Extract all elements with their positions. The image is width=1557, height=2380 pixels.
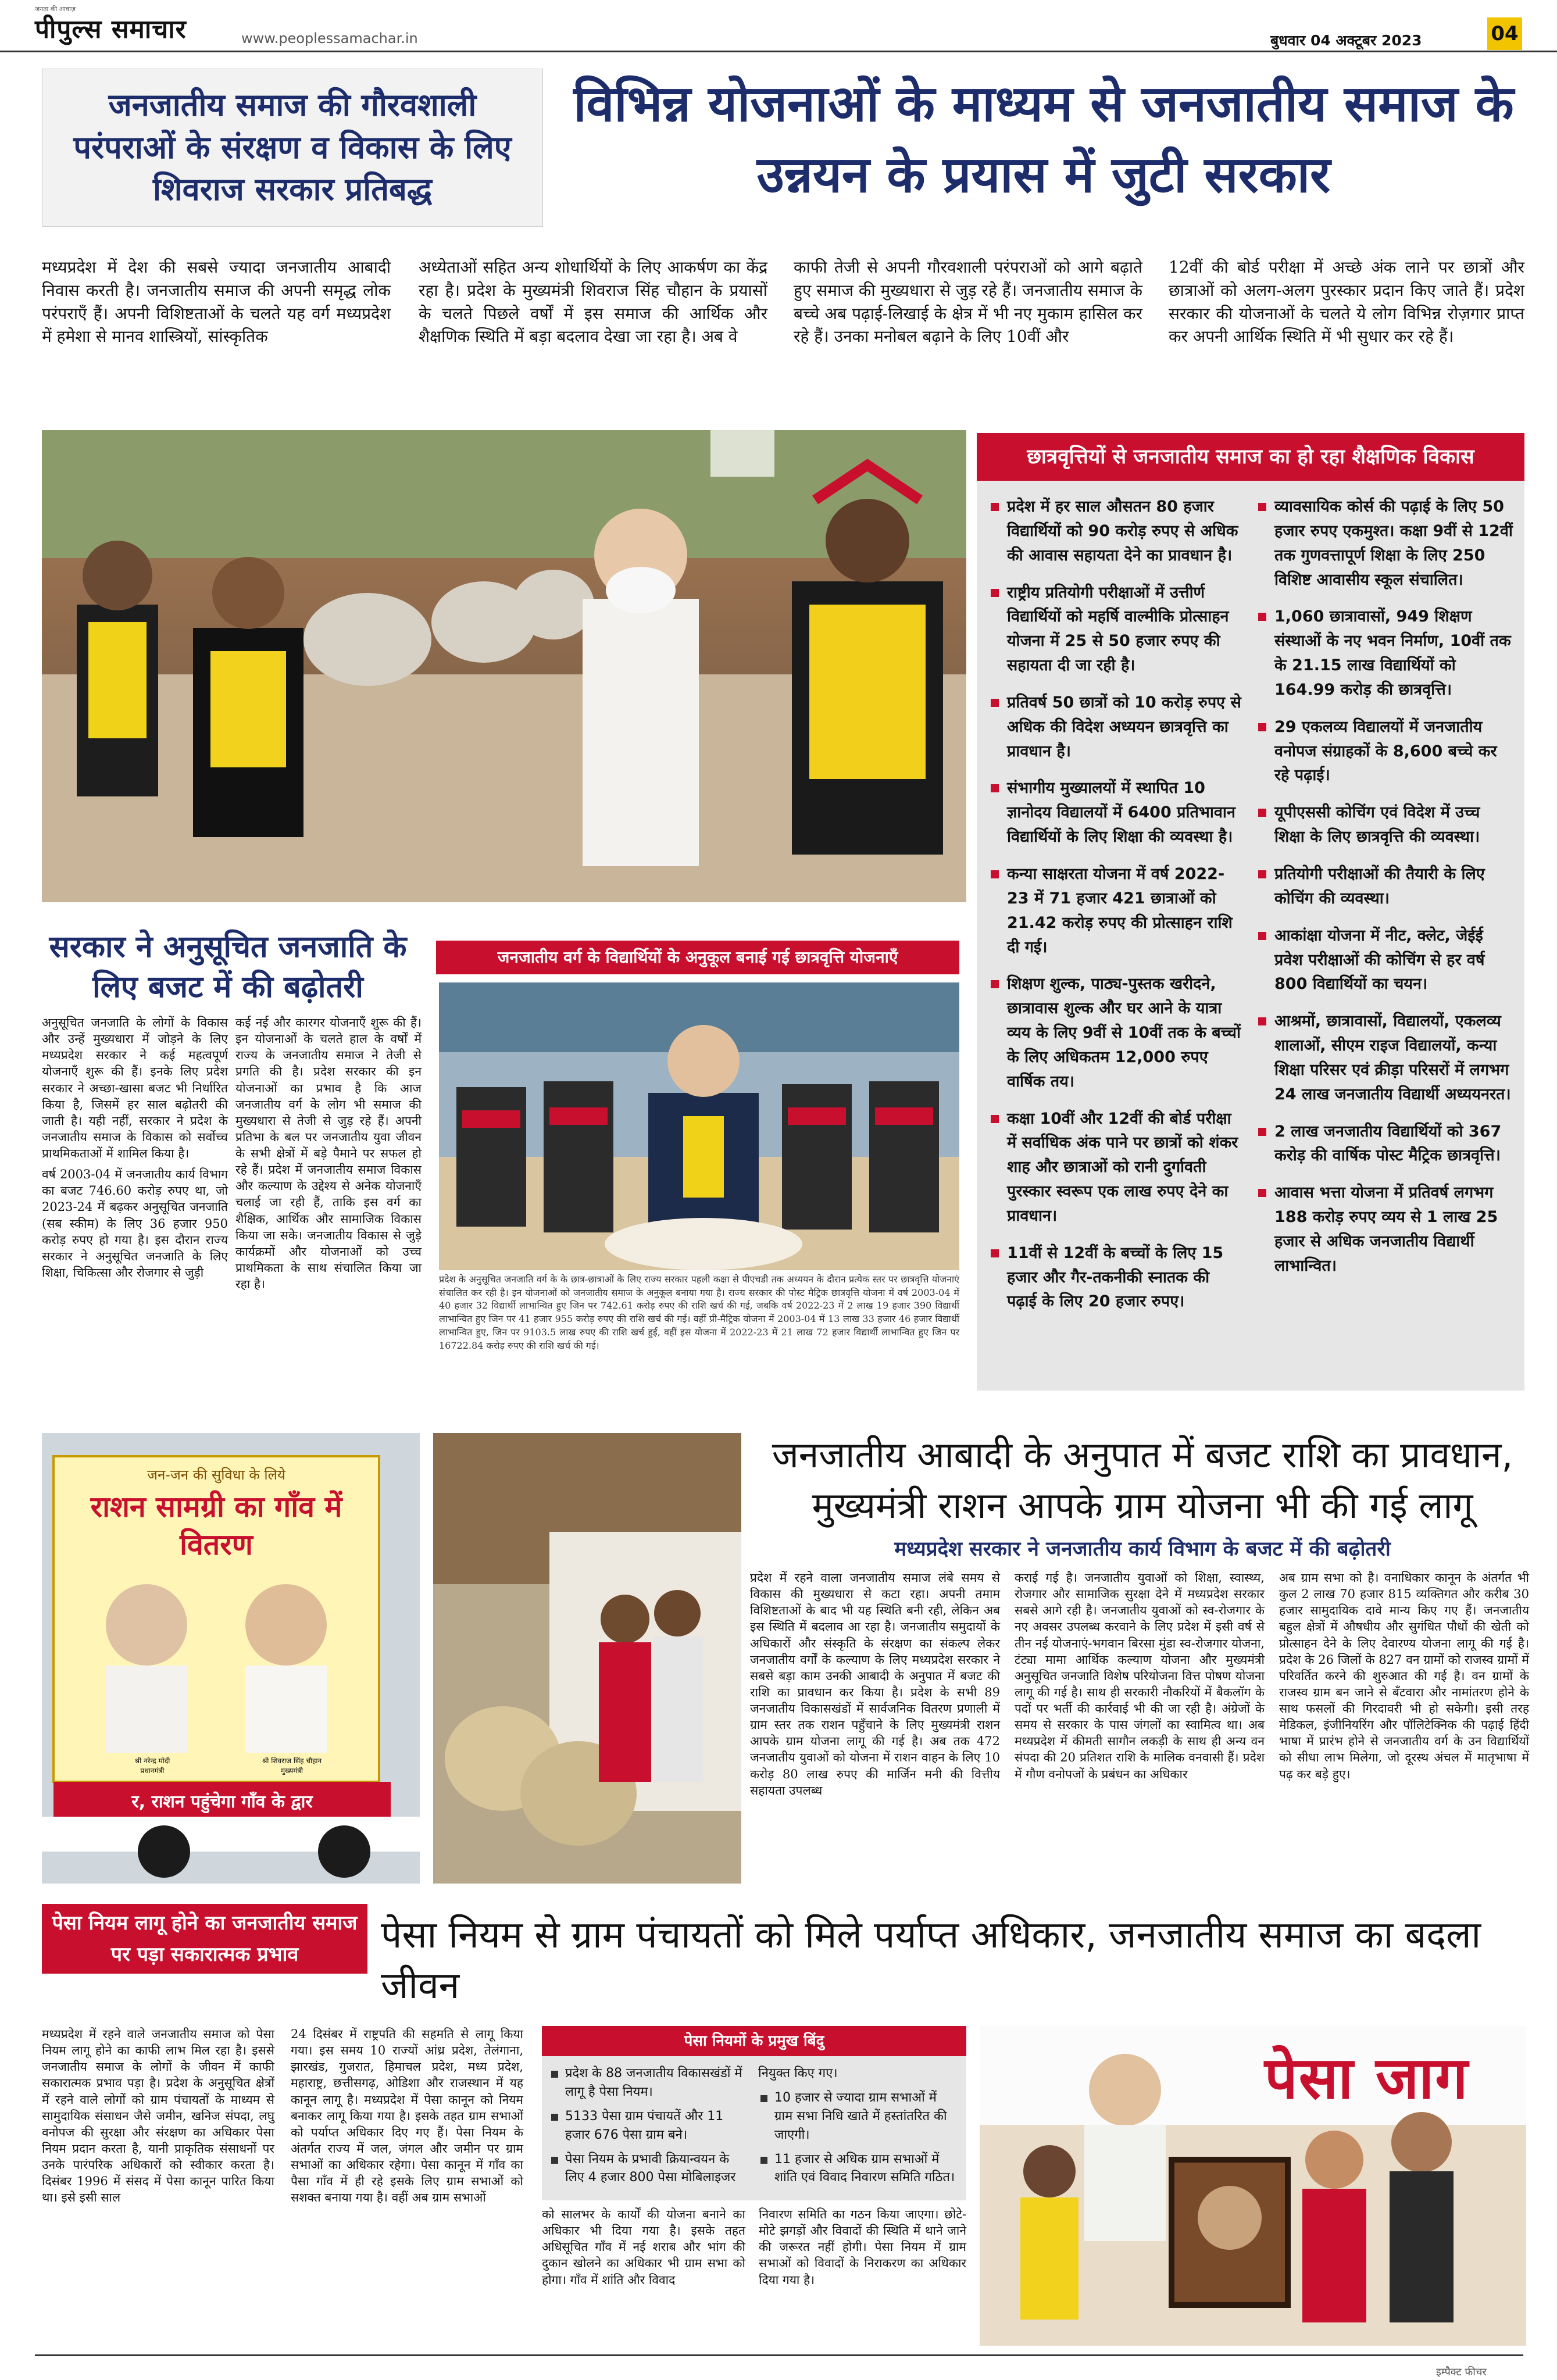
scholarship-item: 2 लाख जनजातीय विद्यार्थियों को 367 करोड़ की वार्षिक पोस्ट मैट्रिक छात्रवृत्ति। (1255, 1120, 1515, 1168)
logo-tagline: जनता की आवाज़ (35, 5, 76, 13)
scholarship-item: कन्या साक्षरता योजना में वर्ष 2022-23 में 71 हजार 421 छात्राओं को 21.42 करोड़ रुपए की प्रोत्साहन राशि दी गई। (987, 862, 1243, 959)
van-banner-bottom: र, राशन पहुंचेगा गाँव के द्वार (131, 1792, 313, 1812)
photo-caption: प्रदेश के अनुसूचित जनजाति वर्ग के के छात्र-छात्राओं के लिए राज्य सरकार पहली कक्षा से पीएचडी तक अध्ययन के दौरान प्रत्येक स्तर पर छात्रवृत्ति योजनाएं संचालित कर रही है। इन योजनाओं को जनजातीय समाज के अनुकूल बनाया गया है। राज्य सरकार की पोस्ट मैट्रिक छात्रवृत्ति योजना में वर्ष 2003-04 में 40 हजार 32 विद्यार्थी लाभान्वित हुए जिन पर 742.61 करोड़ रुपए की राशि खर्च की गई, जबकि वर्ष 2022-23 में 2 लाख 19 हजार 390 विद्यार्थी लाभान्वित हुए जिन पर 41 हजार 955 करोड़ रुपए की राशि खर्च की गई। वहीं प्री-मैट्रिक योजना में 2003-04 में 13 लाख 33 हजार 46 हजार विद्यार्थी लाभान्वित हुए, जिन पर 9103.5 लाख रुपए की राशि खर्च हुई, वहीं इस योजना में 2022-23 में 21 लाख 72 हजार विद्यार्थी लाभान्वित हुए जिन पर 16722.84 करोड़ रुपए की राशि खर्च की गई। (439, 1274, 959, 1351)
pesa-item: नियुक्त किए गए। (758, 2066, 838, 2081)
scholarship-item: 11वीं से 12वीं के बच्चों के लिए 15 हजार और गैर-तकनीकी स्नातक की पढ़ाई के लिए 20 हजार रुपए। (987, 1241, 1243, 1314)
pesa-list-right (758, 2064, 959, 2193)
ration-col-1: प्रदेश में रहने वाला जनजातीय समाज लंबे समय से विकास की मुख्यधारा से कटा रहा। अपनी तमाम विशिष्टताओं के बाद भी यह स्थिति बनी रही, लेकिन अब इस स्थिति में बदलाव आ रहा है। जनजातीय समुदायों के अधिकारों और संस्कृति के संरक्षण का संकल्प लेकर जनजातीय वर्गों के कल्याण के लिए मध्यप्रदेश सरकार ने सबसे बड़ा काम उनकी आबादी के अनुपात में बजट की राशि का प्रावधान कर किया है। प्रदेश के सभी 89 जनजातीय विकासखंडों में सार्वजनिक वितरण प्रणाली में ग्राम स्तर तक राशन पहुँचाने के लिए मुख्यमंत्री राशन आपके ग्राम योजना लागू की गई है। अब तक 472 जनजातीय युवाओं को योजना में राशन वाहन के लिए 10 करोड़ 80 लाख रुपए की मार्जिन मनी की वित्तीय सहायता उपलब्ध (750, 1571, 1000, 1797)
scholarship-item: 29 एकलव्य विद्यालयों में जनजातीय वनोपज संग्राहकों के 8,600 बच्चे कर रहे पढ़ाई। (1255, 715, 1515, 788)
ration-headline: जनजातीय आबादी के अनुपात में बजट राशि का प्रावधान, मुख्यमंत्री राशन आपके ग्राम योजना भी की गई लागू (772, 1434, 1513, 1527)
scholarship-item: शिक्षण शुल्क, पाठ्य-पुस्तक खरीदने, छात्रावास शुल्क और घर आने के यात्रा व्यय के लिए 9वीं से 10वीं तक के बच्चों के लिए अधिकतम 12,000 रुपए वार्षिक तय। (987, 972, 1243, 1093)
pesa-box-title: पेसा नियमों के प्रमुख बिंदु (542, 2026, 966, 2056)
budget-para: वर्ष 2003-04 में जनजातीय कार्य विभाग का बजट 746.60 करोड़ रुपए था, जो 2023-24 में बढ़कर अनुसूचित जनजाति (सब स्कीम) के लिए 36 हजार 950 करोड़ रुपए हो गया है। इस दौरान राज्य सरकार ने अनुसूचित जनजाति के लिए शिक्षा, चिकित्सा और रोजगार से जुड़ी (42, 1167, 228, 1280)
main-headline: विभिन्न योजनाओं के माध्यम से जनजातीय समाज के उन्नयन के प्रयास में जुटी सरकार (573, 75, 1514, 205)
pesa-col-3: को सालभर के कार्यों की योजना बनाने का अधिकार भी दिया गया है। इसके तहत अधिसूचित गाँव में नई शराब और भांग की दुकान खोलने का अधिकार भी ग्राम सभा को होगा। गाँव में शांति और विवाद (542, 2207, 745, 2287)
budget-para: अनुसूचित जनजाति के लोगों के विकास और उन्हें मुख्यधारा में जोड़ने के लिए मध्यप्रदेश सरकार ने कई महत्वपूर्ण योजनाएँ शुरू की हैं। इनके लिए प्रदेश सरकार ने अच्छा-खासा बजट भी निर्धारित किया है, जिसमें हर साल बढ़ोतरी की जाती है। यही नहीं, सरकार ने प्रदेश के जनजातीय समाज के विकास को सर्वोच्च प्राथमिकताओं में शामिल किया है। (42, 1016, 228, 1160)
kicker-box: जनजातीय समाज की गौरवशाली परंपराओं के संरक्षण व विकास के लिए शिवराज सरकार प्रतिबद्ध (42, 69, 543, 227)
site-url[interactable]: www.peoplessamachar.in (241, 30, 418, 47)
scholarship-box (977, 481, 1524, 1391)
scholarship-item: 1,060 छात्रावासों, 949 शिक्षण संस्थाओं के नए भवन निर्माण, 10वीं तक के 21.15 लाख विद्यार्थियों को 164.99 करोड़ की छात्रवृत्ति। (1255, 605, 1515, 702)
intro-col-4: 12वीं की बोर्ड परीक्षा में अच्छे अंक लाने पर छात्रों और छात्राओं को अलग-अलग पुरस्कार प्रदान किए जाते हैं। प्रदेश सरकार की योजनाओं के चलते ये लोग विभिन्न रोज़गार प्राप्त कर अपनी आर्थिक स्थिति में भी सुधार कर रहे हैं। (1169, 258, 1524, 346)
pesa-tag: पेसा नियम लागू होने का जनजातीय समाज पर पड़ा सकारात्मक प्रभाव (42, 1904, 367, 1974)
intro-col-3: काफी तेजी से अपनी गौरवशाली परंपराओं को आगे बढ़ाते हुए समाज की मुख्यधारा से जुड़ रहे हैं। जनजातीय समाज के बच्चे अब पढ़ाई-लिखाई के क्षेत्र में भी नए मुकाम हासिल कर रहे हैं। उनका मनोबल बढ़ाने के लिए 10वीं और (794, 258, 1142, 346)
scholarship-item: आश्रमों, छात्रावासों, विद्यालयों, एकलव्य शालाओं, सीएम राइज विद्यालयों, कन्या शिक्षा परिसर एवं क्रीड़ा परिसरों में लगभग 24 लाख जनजातीय विद्यार्थी अध्ययनरत। (1255, 1009, 1515, 1106)
pesa-box (542, 2056, 966, 2200)
dancer-left (77, 541, 158, 796)
scholarship-item: व्यावसायिक कोर्स की पढ़ाई के लिए 50 हजार रुपए एकमुश्त। कक्षा 9वीं से 12वीं तक गुणवत्तापूर्ण शिक्षा के लिए 250 विशिष्ट आवासीय स्कूल संचालित। (1255, 495, 1515, 592)
photo-ration-distribution (433, 1433, 741, 1884)
budget-col-1 (42, 1014, 228, 1281)
pesa-item: 10 हजार से ज्यादा ग्राम सभाओं में ग्राम सभा निधि खाते में हस्तांतरित की जाएगी। (758, 2089, 959, 2145)
scholarship-title: छात्रवृत्तियों से जनजातीय समाज का हो रहा शैक्षणिक विकास (977, 433, 1524, 481)
cm-label: श्री शिवराज सिंह चौहान मुख्यमंत्री (262, 1757, 322, 1775)
footer-credit: इम्पैक्ट फीचर (1436, 2366, 1487, 2378)
logo[interactable]: पीपुल्स समाचार (35, 15, 187, 44)
page-number: 04 (1487, 17, 1522, 50)
cm-portrait (245, 1584, 327, 1753)
scholarship-item: प्रतिवर्ष 50 छात्रों को 10 करोड़ रुपए से अधिक की विदेश अध्ययन छात्रवृत्ति का प्रावधान है। (987, 691, 1243, 764)
pesa-item: प्रदेश के 88 जनजातीय विकासखंडों में लागू है पेसा नियम। (549, 2064, 747, 2102)
ration-col-3: अब ग्राम सभा को है। वनाधिकार कानून के अंतर्गत भी कुल 2 लाख 70 हजार 815 व्यक्तिगत और करीब 30 हजार सामुदायिक दावे मान्य किए गए हैं। जनजातीय बहुल क्षेत्रों में औषधीय और सुगंधित पौधों की खेती को प्रोत्साहन देने के लिए देवारण्य योजना लागू की गई है। प्रदेश के 26 जिलों के 827 वन ग्रामों को राजस्व ग्रामों में परिवर्तित करने की शुरुआत की गई है। वन ग्रामों के राजस्व ग्राम बन जाने से बँटवारा और नामांतरण होने के साथ फसलों की गिरदावरी भी हो सकेगी। इसी तरह मेडिकल, इंजीनियरिंग और पॉलिटेक्निक की पढ़ाई हिंदी भाषा में प्रारंभ होने से जनजातीय वर्ग के उन विद्यार्थियों को सीधा लाभ मिलेगा, जो दूरस्थ अंचल में मातृभाषा में पढ़ कर बड़े हुए। (1279, 1571, 1529, 1781)
scholarship-item: प्रतियोगी परीक्षाओं की तैयारी के लिए कोचिंग की व्यवस्था। (1255, 862, 1515, 911)
pesa-photo-banner: पेसा जाग (1265, 2044, 1469, 2112)
footer-rule (35, 2354, 1523, 2356)
scholarship-item: यूपीएससी कोचिंग एवं विदेश में उच्च शिक्षा के लिए छात्रवृत्ति की व्यवस्था। (1255, 801, 1515, 849)
scholarship-list-left (987, 495, 1243, 1327)
pesa-col-1: मध्यप्रदेश में रहने वाले जनजातीय समाज को पेसा नियम लागू होने का काफी लाभ मिल रहा है। इससे जनजातीय समाज के लोगों के जीवन में काफी सकारात्मक प्रभाव पड़ा है। प्रदेश के अनुसूचित क्षेत्रों में रहने वाले लोगों को ग्राम पंचायतों के माध्यम से सामुदायिक संसाधन जैसे जमीन, खनिज संपदा, लघु वनोपज की सुरक्षा और संरक्षण का अधिकार पेसा नियम प्रदान करता है, यानी प्राकृतिक संसाधनों पर उनके पारंपरिक अधिकारों को स्वीकार करता है। दिसंबर 1996 में संसद में पेसा कानून पारित किया था। इसे इसी साल (42, 2027, 274, 2205)
intro-col-2: अध्येताओं सहित अन्य शोधार्थियों के लिए आकर्षण का केंद्र रहा है। प्रदेश के मुख्यमंत्री शिवराज सिंह चौहान के प्रयासों के चलते पिछले वर्षों में इस समाज की आर्थिक और शैक्षणिक स्थिति में बड़ा बदलाव देखा जा रहा है। अब वे (419, 258, 767, 346)
pesa-col-4: निवारण समिति का गठन किया जाएगा। छोटे-मोटे झगड़ों और विवादों की स्थिति में थाने जाने की जरूरत नहीं होगी। पेसा नियम में ग्राम सभाओं को विवादों के निराकरण का अधिकार दिया गया है। (759, 2207, 966, 2287)
photo-caption-bar: जनजातीय वर्ग के विद्यार्थियों के अनुकूल बनाई गई छात्रवृत्ति योजनाएँ (436, 941, 959, 974)
pesa-item: पेसा नियम के प्रभावी क्रियान्वयन के लिए 4 हजार 800 पेसा मोबिलाइजर (549, 2150, 747, 2188)
scholarship-item: राष्ट्रीय प्रतियोगी परीक्षाओं में उत्तीर्ण विद्यार्थियों को महर्षि वाल्मीकि प्रोत्साहन योजना में 25 से 50 हजार रुपए की सहायता दी जा रही है। (987, 581, 1243, 678)
photo-pm-tribal-dance (42, 430, 966, 902)
budget-col-2: कई नई और कारगर योजनाएँ शुरू की हैं। इन योजनाओं के चलते हाल के वर्षों में राज्य के जनजातीय समाज ने तेजी से प्रगति की है। प्रदेश सरकार की इन योजनाओं का प्रभाव है कि आज जनजातीय वर्ग के लोग भी समाज की मुख्यधारा से तेजी से जुड़ रहे हैं। अपनी प्रतिभा के बल पर जनजातीय युवा जीवन के सभी क्षेत्रों में बड़े पैमाने पर सफल हो रहे हैं। प्रदेश में जनजातीय समाज विकास और कल्याण के उद्देश्य से अनेक योजनाएँ चलाई जा रही हैं, ताकि इस वर्ग का शैक्षिक, आर्थिक और सामाजिक विकास किया जा सके। जनजातीय विकास से जुड़े कार्यक्रमों और योजनाओं को उच्च प्राथमिकता के साथ संचालित किया जा रहा है। (235, 1016, 422, 1291)
photo-pesa-event (980, 2026, 1526, 2346)
photo-ration-van (42, 1433, 420, 1884)
intro-col-1: मध्यप्रदेश में देश की सबसे ज्यादा जनजातीय आबादी निवास करती है। जनजातीय समाज की अपनी समृद्ध लोक परंपराएँ हैं। अपनी विशिष्टताओं के चलते यह वर्ग मध्यप्रदेश में हमेशा से मानव शास्त्रियों, सांस्कृतिक (42, 258, 391, 346)
pm-figure (583, 509, 699, 866)
scholarship-item: संभागीय मुख्यालयों में स्थापित 10 ज्ञानोदय विद्यालयों में 6400 प्रतिभावान विद्यार्थियों के लिए शिक्षा की व्यवस्था है। (987, 776, 1243, 849)
pesa-col-2: 24 दिसंबर में राष्ट्रपति की सहमति से लागू किया गया। इस समय 10 राज्यों आंध्र प्रदेश, तेलंगाना, झारखंड, गुजरात, हिमाचल प्रदेश, मध्य प्रदेश, महाराष्ट्र, छत्तीसगढ़, ओडिशा और राजस्थान में यह कानून लागू है। मध्यप्रदेश में पेसा कानून को नियम बनाकर लागू किया गया है। इसके तहत ग्राम सभाओं को पर्याप्त अधिकार दिए गए हैं। पेसा नियम के अंतर्गत राज्य में जल, जंगल और जमीन पर ग्राम सभाओं का अधिकार रहेगा। पेसा कानून में गाँव का पैसा गाँव में ही रहे इसके लिए ग्राम सभाओं को सशक्त बनाया गया है। वहीं अब ग्राम सभाओं (291, 2027, 523, 2205)
scholarship-item: आवास भत्ता योजना में प्रतिवर्ष लगभग 188 करोड़ रुपए व्यय से 1 लाख 25 हजार से अधिक जनजातीय विद्यार्थी लाभान्वित। (1255, 1181, 1515, 1278)
pesa-list-left (549, 2064, 747, 2193)
pm-portrait (106, 1584, 187, 1753)
van-banner-main: राशन सामग्री का गाँव में वितरण (90, 1490, 342, 1561)
issue-date: बुधवार 04 अक्टूबर 2023 (1270, 32, 1422, 49)
photo-cm-students (439, 982, 959, 1270)
van-banner-top: जन-जन की सुविधा के लिये (147, 1467, 285, 1483)
scholarship-item: कक्षा 10वीं और 12वीं की बोर्ड परीक्षा में सर्वाधिक अंक पाने पर छात्रों को शंकर शाह और छात्राओं को रानी दुर्गावती पुरस्कार स्वरूप एक लाख रुपए देने का प्रावधान। (987, 1107, 1243, 1228)
masthead (0, 0, 1557, 52)
ration-subhead: मध्यप्रदेश सरकार ने जनजातीय कार्य विभाग के बजट में की बढ़ोतरी (894, 1538, 1391, 1561)
budget-heading: सरकार ने अनुसूचित जनजाति के लिए बजट में की बढ़ोतरी (49, 930, 407, 1005)
ration-col-2: कराई गई है। जनजातीय युवाओं को शिक्षा, स्वास्थ्य, रोजगार और सामाजिक सुरक्षा देने में मध्यप्रदेश सरकार सबसे आगे रही है। जनजातीय युवाओं को स्व-रोजगार के नए अवसर उपलब्ध करवाने के लिए प्रदेश में इसी वर्ष से तीन नई योजनाएं-भगवान बिरसा मुंडा स्व-रोजगार योजना, टंट्या मामा आर्थिक कल्याण योजना और मुख्यमंत्री अनुसूचित जनजाति विशेष परियोजना वित्त पोषण योजना लागू की गई है। साथ ही सरकारी नौकरियों में बैकलॉग के पदों पर भर्ती की कार्रवाई भी की जा रही है। अंग्रेजों के समय से सरकार के पास जंगलों का स्वामित्व था। अब मध्यप्रदेश में कीमती सागौन लकड़ी के साथ ही अन्य वन संपदा की 20 प्रतिशत राशि के मालिक वनवासी हैं। प्रदेश में गौण वनोपजों के प्रबंधन का अधिकार (1015, 1571, 1265, 1781)
scholarship-list-right (1255, 495, 1515, 1291)
cm-figure-pesa (1084, 2054, 1166, 2241)
pesa-headline: पेसा नियम से ग्राम पंचायतों को मिले पर्याप्त अधिकार, जनजातीय समाज का बदला जीवन (381, 1914, 1481, 2007)
pesa-item: 5133 पेसा ग्राम पंचायतें और 11 हजार 676 पेसा ग्राम बने। (549, 2107, 747, 2145)
modi-label: श्री नरेन्द्र मोदी प्रधानमंत्री (134, 1757, 170, 1775)
scholarship-item: आकांक्षा योजना में नीट, क्लेट, जेईई प्रवेश परीक्षाओं की कोचिंग से हर वर्ष 800 विद्यार्थियों का चयन। (1255, 924, 1515, 997)
pesa-item: 11 हजार से अधिक ग्राम सभाओं में शांति एवं विवाद निवारण समिति गठित। (758, 2150, 959, 2188)
scholarship-item: प्रदेश में हर साल औसतन 80 हजार विद्यार्थियों को 90 करोड़ रुपए से अधिक की आवास सहायता देने का प्रावधान है। (987, 495, 1243, 568)
